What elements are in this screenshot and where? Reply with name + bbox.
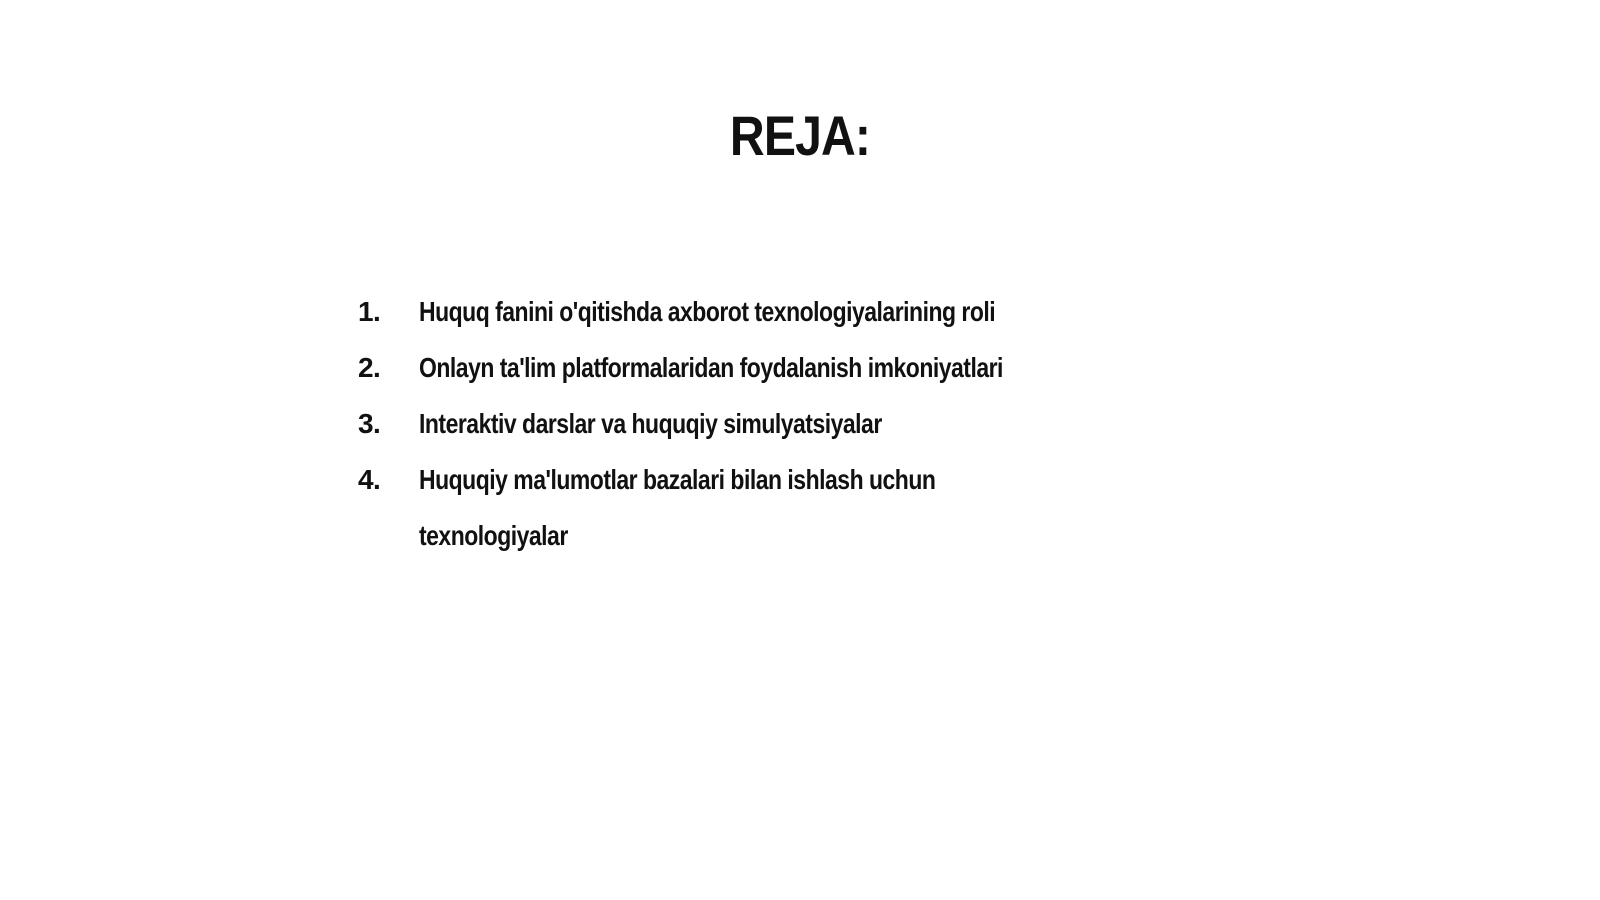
list-item-text: Huquqiy ma'lumotlar bazalari bilan ishlash uchun — [419, 464, 936, 495]
list-item-number: 3. — [358, 408, 381, 439]
list-item-continuation — [358, 508, 1158, 564]
list-item-text: Huquq fanini o'qitishda axborot texnologiyalarining roli — [419, 296, 996, 327]
list-item-text: Onlayn ta'lim platformalaridan foydalanish imkoniyatlari — [419, 352, 1003, 383]
list-item-number: 4. — [358, 464, 381, 495]
list-item-number: 1. — [358, 296, 381, 327]
list-item-text: Interaktiv darslar va huquqiy simulyatsiyalar — [419, 408, 882, 439]
slide-title: REJA: — [729, 104, 871, 167]
list-item — [358, 284, 1158, 340]
list-item — [358, 452, 1158, 508]
list-item-text-continuation: texnologiyalar — [419, 520, 568, 551]
list-item — [358, 396, 1158, 452]
list-item — [358, 340, 1158, 396]
plan-list — [358, 284, 1158, 564]
list-item-number: 2. — [358, 352, 381, 383]
